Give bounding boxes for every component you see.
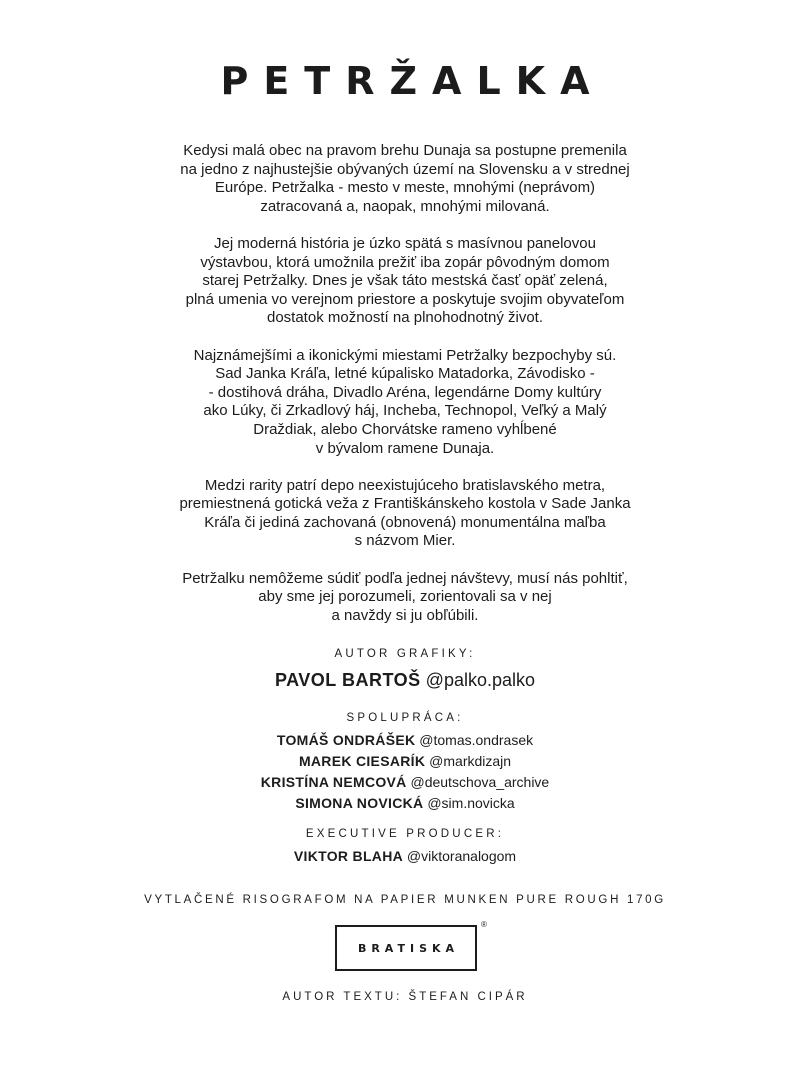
text-line: plná umenia vo verejnom priestore a poskytuje svojim obyvateľom [185, 290, 625, 308]
credits-section [0, 646, 810, 867]
text-line: - dostihová dráha, Divadlo Aréna, legendárne Domy kultúry [208, 383, 602, 401]
paragraph [0, 235, 810, 328]
text-line: premiestnená gotická veža z Františkánskeho kostola v Sade Janka [179, 495, 631, 513]
collaborator-name: TOMÁŠ ONDRÁŠEK [276, 732, 416, 748]
bratiska-logo [335, 925, 477, 971]
collaborator-name: SIMONA NOVICKÁ [295, 795, 424, 811]
collaborator-row [0, 772, 810, 793]
text-line: v bývalom ramene Dunaja. [315, 439, 495, 457]
page-title: PETRŽALKA [220, 59, 605, 103]
text-author-credit: AUTOR TEXTU: ŠTEFAN CIPÁR [282, 991, 528, 1003]
author-name: PAVOL BARTOŠ [274, 670, 421, 690]
text-line: Kedysi malá obec na pravom brehu Dunaja sa postupne premenila [183, 142, 627, 159]
registered-mark-icon: ® [481, 920, 487, 929]
paragraph [0, 347, 810, 459]
text-line: Draždiak, alebo Chorvátske rameno vyhĺbené [253, 420, 557, 438]
text-line: a navždy si ju obľúbili. [331, 606, 479, 624]
paragraph [0, 142, 810, 216]
collaborator-name: KRISTÍNA NEMCOVÁ [260, 774, 407, 790]
text-line: Medzi rarity patrí depo neexistujúceho bratislavského metra, [204, 476, 606, 494]
collaborator-row [0, 793, 810, 814]
collaborator-handle: @tomas.ondrasek [419, 732, 534, 748]
collaborator-handle: @deutschova_archive [410, 774, 550, 790]
text-line: starej Petržalky. Dnes je však táto mestská časť opäť zelená, [202, 272, 608, 290]
collaborator-row [0, 730, 810, 751]
text-line: Jej moderná história je úzko spätá s masívnou panelovou [214, 234, 596, 252]
collaborator-name: MAREK CIESARÍK [298, 753, 426, 769]
collaborator-handle: @sim.novicka [427, 795, 515, 811]
logo-text: BRATISKA [357, 941, 460, 955]
text-line: ako Lúky, či Zrkadlový háj, Incheba, Technopol, Veľký a Malý [203, 402, 607, 420]
author-label: AUTOR GRAFIKY: [334, 648, 476, 660]
producer-name: VIKTOR BLAHA [293, 848, 404, 864]
text-line: dostatok možností na plnohodnotný život. [266, 309, 543, 327]
text-line: Kráľa či jediná zachovaná (obnovená) monumentálna maľba [204, 513, 606, 531]
text-line: Európe. Petržalka - mesto v meste, mnohými (neprávom) [214, 179, 596, 197]
paragraph [0, 570, 810, 626]
producer-handle: @viktoranalogom [406, 848, 517, 864]
collaborator-row [0, 751, 810, 772]
body-text [0, 142, 810, 644]
text-line: výstavbou, ktorá umožnila prežiť iba zopár pôvodným domom [200, 253, 610, 271]
text-line: zatracovaná a, naopak, mnohými milovaná. [260, 197, 550, 215]
producer-label: EXECUTIVE PRODUCER: [305, 828, 505, 840]
text-line: s názvom Mier. [354, 532, 456, 550]
collab-label: SPOLUPRÁCA: [346, 712, 464, 724]
author-handle: @palko.palko [425, 670, 536, 690]
author-credit [0, 668, 810, 692]
collaborator-handle: @markdizajn [429, 753, 512, 769]
text-line: aby sme jej porozumeli, zorientovali sa v nej [258, 588, 552, 606]
producer-row [0, 846, 810, 867]
text-line: na jedno z najhustejšie obývaných území na Slovensku a v strednej [180, 160, 630, 178]
text-line: Najznámejšími a ikonickými miestami Petržalky bezpochyby sú. [193, 346, 617, 364]
print-note: VYTLAČENÉ RISOGRAFOM NA PAPIER MUNKEN PURE ROUGH 170G [144, 894, 666, 906]
text-line: Sad Janka Kráľa, letné kúpalisko Matadorka, Závodisko - [215, 365, 595, 383]
paragraph [0, 477, 810, 551]
text-line: Petržalku nemôžeme súdiť podľa jednej návštevy, musí nás pohltiť, [182, 569, 628, 587]
